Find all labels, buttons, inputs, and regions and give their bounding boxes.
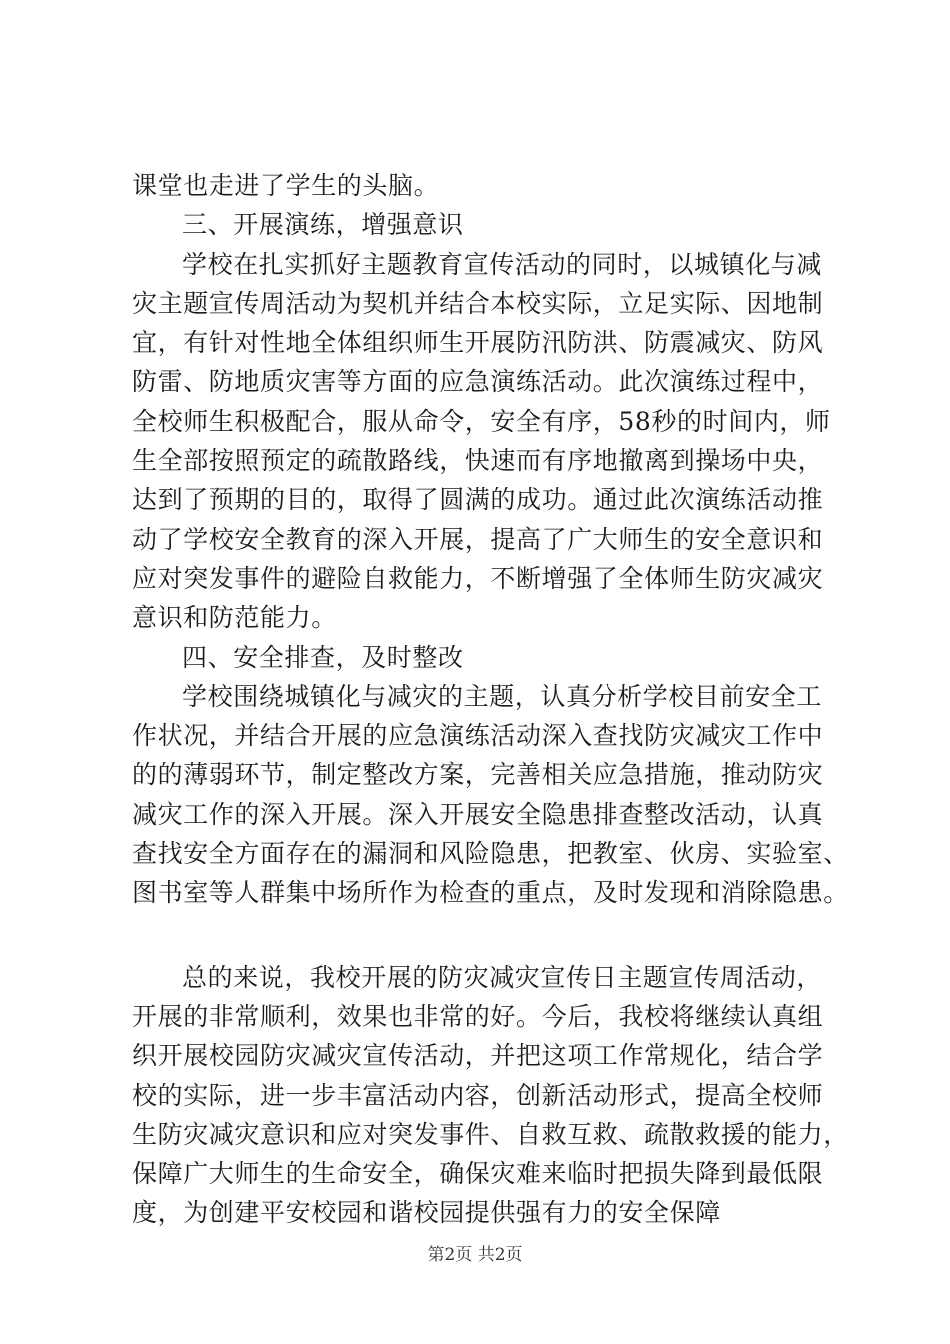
document-body — [132, 166, 849, 1233]
page-number-footer: 第2页 共2页 — [427, 1245, 523, 1265]
text-line: 灾主题宣传周活动为契机并结合本校实际，立足实际、因地制 — [132, 288, 824, 318]
text-line: 作状况，并结合开展的应急演练活动深入查找防灾减灾工作中 — [132, 721, 824, 751]
text-line: 学校在扎实抓好主题教育宣传活动的同时，以城镇化与减 — [182, 249, 823, 279]
text-line: 度，为创建平安校园和谐校园提供强有力的安全保障 — [132, 1198, 721, 1228]
section-heading-inspection: 四、安全排查，及时整改 — [182, 642, 464, 672]
text-line: 减灾工作的深入开展。深入开展安全隐患排查整改活动，认真 — [132, 799, 824, 829]
text-line: 生防灾减灾意识和应对突发事件、自救互救、疏散救援的能力， — [132, 1119, 849, 1149]
section-heading-drill: 三、开展演练，增强意识 — [182, 210, 464, 240]
text-line: 达到了预期的目的，取得了圆满的成功。通过此次演练活动推 — [132, 485, 824, 515]
text-line: 宜，有针对性地全体组织师生开展防汛防洪、防震减灾、防风 — [132, 328, 824, 358]
text-line: 开展的非常顺利，效果也非常的好。今后，我校将继续认真组 — [132, 1001, 824, 1031]
text-line: 校的实际，进一步丰富活动内容，创新活动形式，提高全校师 — [132, 1080, 824, 1110]
text-line: 应对突发事件的避险自救能力，不断增强了全体师生防灾减灾 — [132, 563, 824, 593]
text-line: 总的来说，我校开展的防灾减灾宣传日主题宣传周活动， — [182, 962, 823, 992]
text-line: 织开展校园防灾减灾宣传活动，并把这项工作常规化，结合学 — [132, 1041, 824, 1071]
text-line: 意识和防范能力。 — [132, 603, 337, 633]
paragraph-gap — [132, 913, 822, 958]
text-line: 课堂也走进了学生的头脑。 — [132, 171, 440, 200]
text-line: 学校围绕城镇化与减灾的主题，认真分析学校目前安全工 — [182, 681, 823, 711]
text-line: 全校师生积极配合，服从命令，安全有序，58秒的时间内，师 — [132, 406, 831, 436]
text-line: 防雷、防地质灾害等方面的应急演练活动。此次演练过程中， — [132, 367, 824, 397]
text-line: 保障广大师生的生命安全，确保灾难来临时把损失降到最低限 — [132, 1159, 824, 1189]
text-line: 图书室等人群集中场所作为检查的重点，及时发现和消除隐患。 — [132, 878, 849, 908]
text-line: 查找安全方面存在的漏洞和风险隐患，把教室、伙房、实验室、 — [132, 839, 849, 869]
text-line: 生全部按照预定的疏散路线，快速而有序地撤离到操场中央， — [132, 446, 824, 476]
text-line: 的的薄弱环节，制定整改方案，完善相关应急措施，推动防灾 — [132, 760, 824, 790]
text-line: 动了学校安全教育的深入开展，提高了广大师生的安全意识和 — [132, 524, 824, 554]
